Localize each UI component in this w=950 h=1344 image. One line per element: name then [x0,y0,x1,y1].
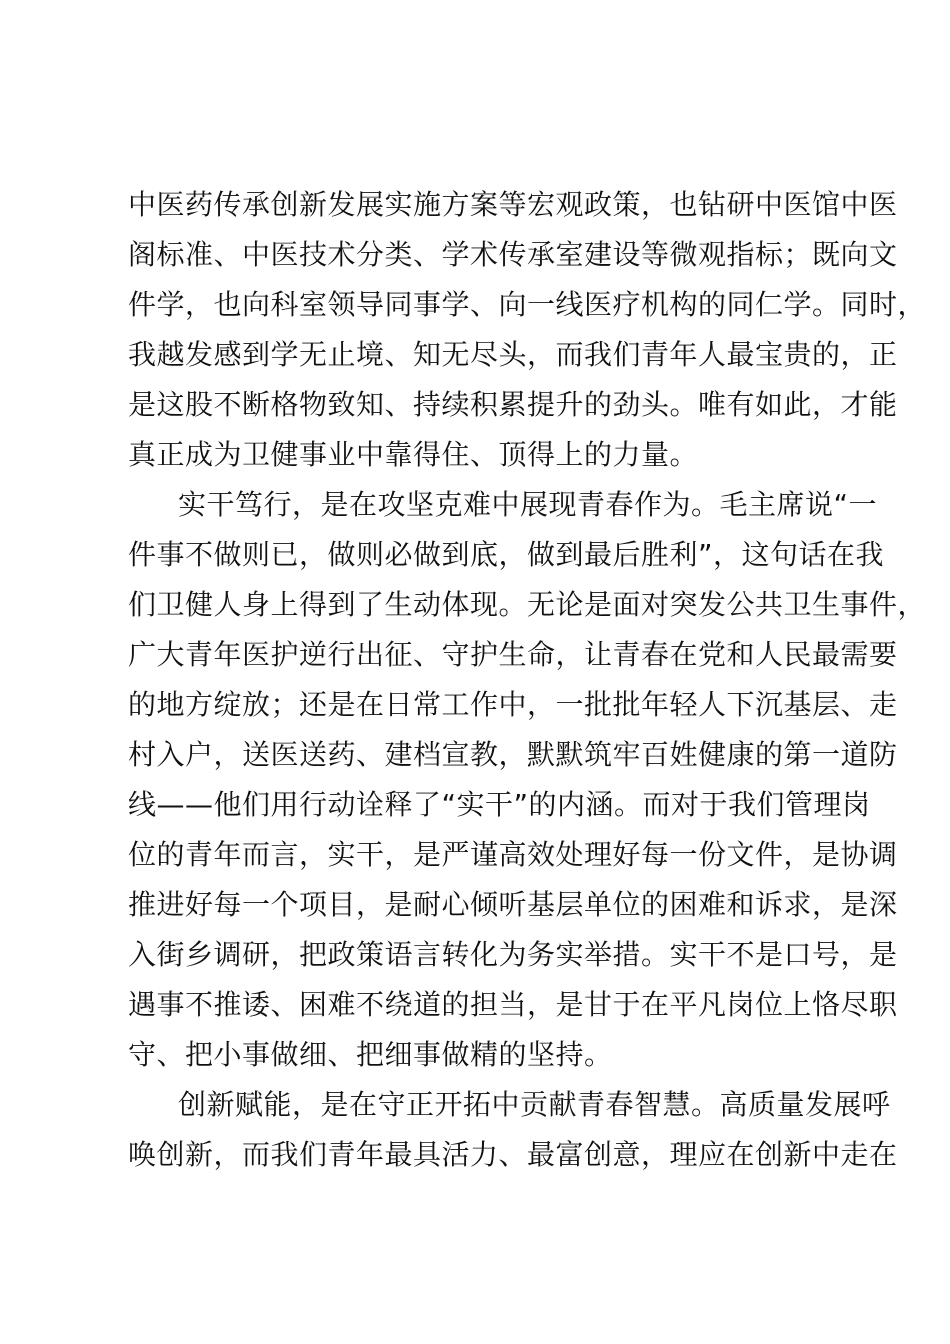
text-line: 位的青年而言，实干，是严谨高效处理好每一份文件，是协调 [128,838,898,871]
text-line: 推进好每一个项目，是耐心倾听基层单位的困难和诉求，是深 [128,888,898,921]
paragraph-start-line: 实干笃行，是在攻坚克难中展现青春作为。毛主席说“一 [178,488,878,521]
text-line: 阁标准、中医技术分类、学术传承室建设等微观指标；既向文 [128,238,898,271]
text-line: 守、把小事做细、把细事做精的坚持。 [128,1038,613,1071]
paragraph-start-line: 创新赋能，是在守正开拓中贡献青春智慧。高质量发展呼 [178,1088,891,1121]
text-line: 们卫健人身上得到了生动体现。无论是面对突发公共卫生事件， [128,588,927,621]
text-line: 村入户，送医送药、建档宣教，默默筑牢百姓健康的第一道防 [128,738,898,771]
text-line: 的地方绽放；还是在日常工作中，一批批年轻人下沉基层、走 [128,688,898,721]
text-line: 广大青年医护逆行出征、守护生命，让青春在党和人民最需要 [128,638,898,671]
text-line: 入街乡调研，把政策语言转化为务实举措。实干不是口号，是 [128,938,898,971]
text-line: 线——他们用行动诠释了“实干”的内涵。而对于我们管理岗 [128,788,871,821]
text-line: 是这股不断格物致知、持续积累提升的劲头。唯有如此，才能 [128,388,898,421]
text-line: 真正成为卫健事业中靠得住、顶得上的力量。 [128,438,699,471]
text-line: 中医药传承创新发展实施方案等宏观政策，也钻研中医馆中医 [128,188,898,221]
text-line: 件学，也向科室领导同事学、向一线医疗机构的同仁学。同时， [128,288,927,321]
text-line: 遇事不推诿、困难不绕道的担当，是甘于在平凡岗位上恪尽职 [128,988,898,1021]
text-line: 唤创新，而我们青年最具活力、最富创意，理应在创新中走在 [128,1138,898,1171]
text-line: 我越发感到学无止境、知无尽头，而我们青年人最宝贵的，正 [128,338,898,371]
text-line: 件事不做则已，做则必做到底，做到最后胜利”，这句话在我 [128,538,885,571]
